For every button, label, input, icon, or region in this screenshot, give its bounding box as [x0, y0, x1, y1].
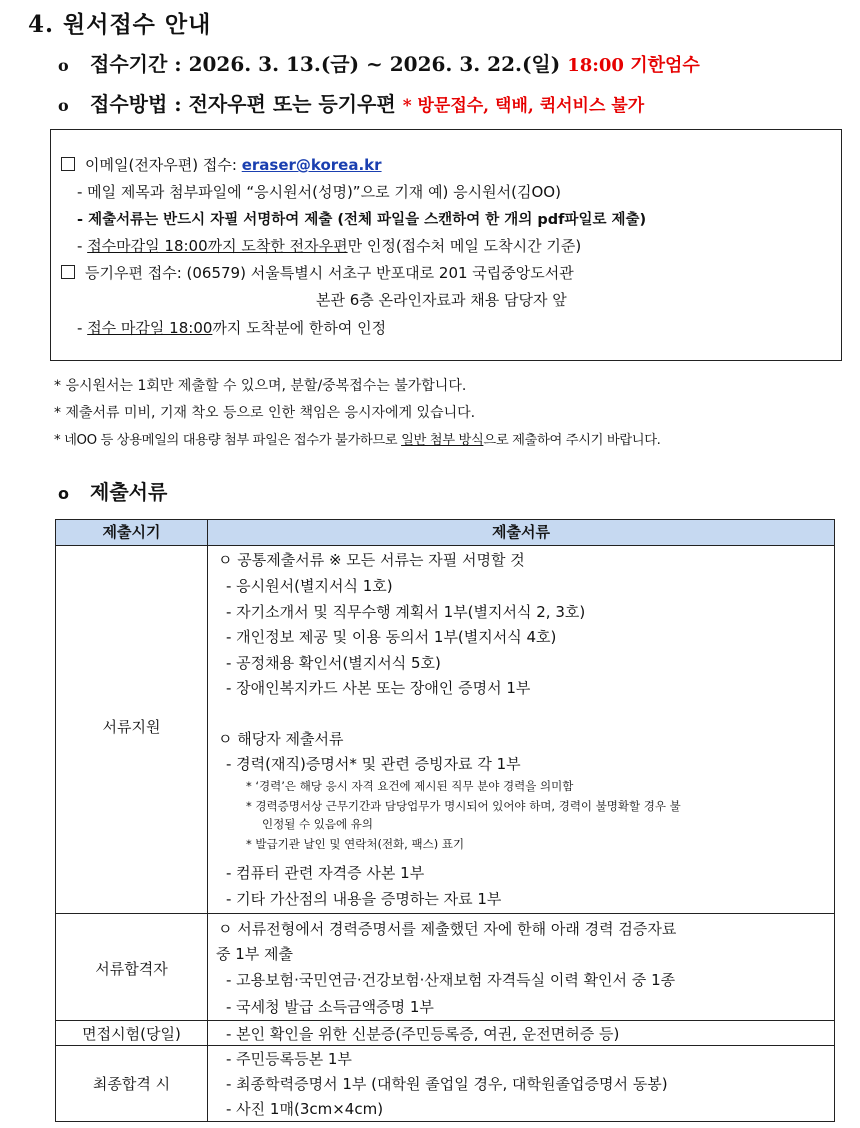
- docs-title: 제출서류: [90, 480, 168, 504]
- circle-bullet-icon: o: [58, 56, 69, 75]
- column-divider: [207, 520, 208, 1121]
- email-instruction-1: - 메일 제목과 첨부파일에 “응시원서(성명)”으로 기재 예) 응시원서(김OO): [77, 183, 561, 201]
- table-line: - 최종학력증명서 1부 (대학원 졸업일 경우, 대학원졸업증명서 동봉): [226, 1075, 668, 1093]
- note-3-prefix: * 네OO 등 상용메일의 대용량 첨부 파일은 접수가 불가하므로: [54, 433, 402, 448]
- table-line: - 컴퓨터 관련 자격증 사본 1부: [226, 864, 425, 882]
- section-title: 4. 원서접수 안내: [28, 11, 212, 38]
- dash: -: [77, 319, 88, 337]
- checkbox-icon: [61, 265, 75, 279]
- table-footnote: * 경력증명서상 근무기간과 담당업무가 명시되어 있어야 하며, 경력이 불명확할 경우 불: [246, 799, 681, 813]
- email-label: 이메일(전자우편) 접수:: [85, 156, 237, 174]
- email-instruction-2: - 제출서류는 반드시 자필 서명하여 제출 (전체 파일을 스캔하여 한 개의 pdf파일로 제출): [77, 212, 647, 228]
- table-line: 중 1부 제출: [216, 945, 294, 963]
- table-line: ㅇ 서류전형에서 경력증명서를 제출했던 자에 한해 아래 경력 검증자료: [218, 920, 677, 938]
- table-line: - 주민등록등본 1부: [226, 1050, 352, 1068]
- col-header-documents: 제출서류: [208, 520, 834, 546]
- method-label: 접수방법 : 전자우편 또는 등기우편: [90, 92, 396, 116]
- circle-bullet-icon: o: [58, 96, 69, 115]
- post-deadline-suffix: 까지 도착분에 한하여 인정: [212, 319, 387, 337]
- table-footnote: * 발급기관 날인 및 연락처(전화, 팩스) 표기: [246, 837, 465, 851]
- post-label: 등기우편 접수: (06579) 서울특별시 서초구 반포대로 201 국립중앙도서관: [85, 264, 574, 282]
- submission-notice-box: [50, 129, 842, 361]
- table-line: ㅇ 해당자 제출서류: [218, 730, 344, 748]
- method-note: * 방문접수, 택배, 퀵서비스 불가: [402, 96, 645, 116]
- table-footnote: * ‘경력’은 해당 응시 자격 요건에 제시된 직무 분야 경력을 의미함: [246, 779, 574, 793]
- circle-bullet-icon: o: [58, 484, 69, 503]
- note-2: * 제출서류 미비, 기재 착오 등으로 인한 책임은 응시자에게 있습니다.: [54, 405, 476, 421]
- email-link[interactable]: eraser@korea.kr: [241, 156, 382, 174]
- row-divider: [56, 913, 834, 914]
- application-period: [58, 48, 700, 77]
- row-label-final: 최종합격 시: [92, 1075, 171, 1093]
- email-line: [61, 154, 382, 175]
- period-label: 접수기간 : 2026. 3. 13.(금) ~ 2026. 3. 22.(일): [90, 52, 561, 76]
- col-header-timing: 제출시기: [56, 520, 207, 546]
- email-deadline-underlined: 접수마감일 18:00까지 도착한 전자우편: [87, 237, 348, 255]
- post-line: [61, 262, 574, 283]
- post-deadline-underlined: 접수 마감일 18:00: [87, 319, 213, 337]
- table-line: - 경력(재직)증명서* 및 관련 증빙자료 각 1부: [226, 755, 521, 773]
- dash: -: [77, 237, 88, 255]
- post-instruction: [77, 317, 386, 338]
- table-line: - 장애인복지카드 사본 또는 장애인 증명서 1부: [226, 679, 531, 697]
- row-label-doc-passers: 서류합격자: [95, 960, 168, 978]
- row-label-application: 서류지원: [102, 718, 161, 736]
- checkbox-icon: [61, 157, 75, 171]
- table-footnote: 인정될 수 있음에 유의: [262, 817, 373, 831]
- docs-heading: [58, 476, 167, 505]
- email-instruction-3: [77, 235, 581, 256]
- note-3: [54, 429, 660, 448]
- application-method: [58, 88, 644, 117]
- row-divider: [56, 1020, 834, 1021]
- note-3-underlined: 일반 첨부 방식: [401, 433, 484, 448]
- table-line: - 자기소개서 및 직무수행 계획서 1부(별지서식 2, 3호): [226, 603, 586, 621]
- note-3-suffix: 으로 제출하여 주시기 바랍니다.: [483, 433, 661, 448]
- table-line: - 응시원서(별지서식 1호): [226, 577, 393, 595]
- note-1: * 응시원서는 1회만 제출할 수 있으며, 분할/중복접수는 불가합니다.: [54, 378, 467, 394]
- table-line: - 공정채용 확인서(별지서식 5호): [226, 654, 441, 672]
- documents-table: [55, 519, 835, 1122]
- row-label-interview: 면접시험(당일): [82, 1025, 181, 1043]
- table-line: - 본인 확인을 위한 신분증(주민등록증, 여권, 운전면허증 등): [226, 1025, 620, 1043]
- table-line: ㅇ 공통제출서류 ※ 모든 서류는 자필 서명할 것: [218, 551, 525, 569]
- table-line: - 기타 가산점의 내용을 증명하는 자료 1부: [226, 890, 502, 908]
- period-deadline: 18:00 기한엄수: [567, 55, 700, 76]
- row-divider: [56, 1045, 834, 1046]
- table-line: - 국세청 발급 소득금액증명 1부: [226, 998, 434, 1016]
- post-address-2: 본관 6층 온라인자료과 채용 담당자 앞: [316, 291, 567, 309]
- table-line: - 사진 1매(3cm×4cm): [226, 1100, 384, 1118]
- email-deadline-suffix: 만 인정(접수처 메일 도착시간 기준): [347, 237, 582, 255]
- table-line: - 고용보험·국민연금·건강보험·산재보험 자격득실 이력 확인서 중 1종: [226, 971, 676, 989]
- table-line: - 개인정보 제공 및 이용 동의서 1부(별지서식 4호): [226, 628, 557, 646]
